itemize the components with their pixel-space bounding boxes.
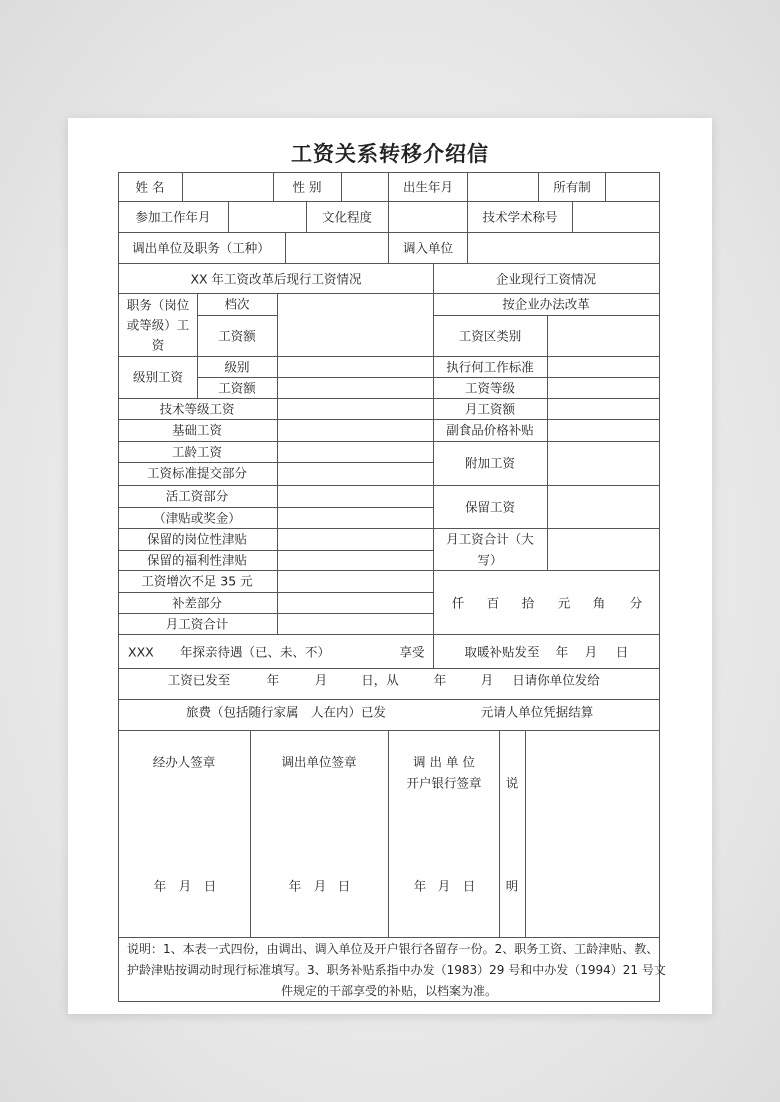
grid-line <box>118 263 660 264</box>
label-work-start: 参加工作年月 <box>135 209 211 225</box>
grid-line <box>118 550 433 551</box>
grid-line <box>182 172 183 201</box>
label-standard-raise: 工资标准提交部分 <box>146 465 248 481</box>
label-post-allowance: 保留的岗位性津贴 <box>146 531 248 547</box>
date-day-2: 日 <box>337 878 351 894</box>
unit-qian: 仟 <box>451 595 465 611</box>
label-standard-used: 执行何工作标准 <box>446 359 534 375</box>
label-level: 级别 <box>224 359 250 375</box>
grid-line <box>285 232 286 263</box>
grid-line <box>118 507 433 508</box>
grid-line <box>118 937 660 938</box>
grid-line <box>499 730 500 937</box>
label-live-wage: 活工资部分 <box>165 488 229 504</box>
label-reserved-wage: 保留工资 <box>464 499 516 515</box>
grid-line <box>525 730 526 937</box>
label-food-subsidy: 副食品价格补贴 <box>446 422 534 438</box>
sign-out-unit: 调出单位签章 <box>281 754 357 770</box>
grid-line <box>118 613 433 614</box>
heating-subsidy: 取暖补贴发至 <box>464 644 540 660</box>
heating-day: 日 <box>615 644 629 660</box>
unit-yuan: 元 <box>557 595 571 611</box>
travel-expense: 旅费（包括随行家属 人在内）已发 <box>185 704 387 720</box>
label-post-wage-3: 资 <box>151 337 165 353</box>
date-year-3: 年 <box>413 878 427 894</box>
grid-line <box>197 377 660 378</box>
sign-bank-1: 调 出 单 位 <box>413 754 475 770</box>
note-top-char: 说 <box>505 775 519 791</box>
label-birth: 出生年月 <box>402 179 454 195</box>
grid-line <box>273 172 274 201</box>
grid-line <box>547 315 548 570</box>
label-ownership: 所有制 <box>553 179 591 195</box>
label-grade: 档次 <box>224 296 250 312</box>
label-difference: 补差部分 <box>171 595 223 611</box>
date-day-1: 日 <box>203 878 217 894</box>
grid-line <box>250 730 251 937</box>
date-month-3: 月 <box>437 878 451 894</box>
label-monthly-total-upper-1: 月工资合计（大 <box>446 531 534 547</box>
label-tech-grade-wage: 技术等级工资 <box>159 401 235 417</box>
label-wage-grade: 工资等级 <box>464 380 516 396</box>
grid-line <box>118 485 660 486</box>
unit-jiao: 角 <box>592 595 606 611</box>
label-welfare-allowance: 保留的福利性津贴 <box>146 552 248 568</box>
date-year-2: 年 <box>288 878 302 894</box>
label-post-wage-1: 职务（岗位 <box>126 297 190 313</box>
paid-to: 工资已发至 <box>167 672 231 688</box>
grid-line <box>118 172 119 1002</box>
grid-line <box>467 172 468 201</box>
paid-request: 日请你单位发给 <box>512 672 600 688</box>
label-amount-2: 工资额 <box>218 380 256 396</box>
label-tech-title: 技术学术称号 <box>482 209 558 225</box>
grid-line <box>118 232 660 233</box>
grid-line <box>467 232 468 263</box>
grid-line <box>118 528 660 529</box>
grid-line <box>118 592 433 593</box>
paid-month: 月 <box>314 672 328 688</box>
grid-line <box>118 398 660 399</box>
travel-settle: 元请人单位凭据结算 <box>480 704 594 720</box>
paid-year-2: 年 <box>433 672 447 688</box>
date-month-2: 月 <box>313 878 327 894</box>
grid-line <box>118 356 660 357</box>
label-name: 姓 名 <box>135 179 165 195</box>
label-gender: 性 别 <box>292 179 322 195</box>
label-education: 文化程度 <box>321 209 373 225</box>
grid-line <box>341 172 342 201</box>
footnote-line-1: 说明：1、本表一式四份，由调出、调入单位及开户银行各留存一份。2、职务工资、工龄津贴、教、 <box>127 941 659 956</box>
footnote-line-3: 件规定的干部享受的补贴，以档案为准。 <box>280 983 498 998</box>
heating-month: 月 <box>584 644 598 660</box>
sign-bank-2: 开户银行签章 <box>406 775 482 791</box>
label-monthly-amount: 月工资额 <box>464 401 516 417</box>
paid-month-2: 月 <box>480 672 494 688</box>
visit-text: 年探亲待遇（已、未、不） <box>179 644 331 660</box>
unit-shi: 拾 <box>521 595 535 611</box>
grid-line <box>118 1001 660 1002</box>
grid-line <box>228 201 229 232</box>
label-transfer-out: 调出单位及职务（工种） <box>132 240 270 256</box>
label-allowance-bonus: （津贴或奖金） <box>153 510 241 526</box>
grid-line <box>118 172 660 173</box>
page-title: 工资关系转移介绍信 <box>291 142 489 166</box>
grid-line <box>197 315 277 316</box>
grid-line <box>118 668 660 669</box>
grid-line <box>118 201 660 202</box>
label-level-wage: 级别工资 <box>132 369 184 385</box>
grid-line <box>118 570 660 571</box>
grid-line <box>118 730 660 731</box>
paid-year: 年 <box>266 672 280 688</box>
date-day-3: 日 <box>462 878 476 894</box>
visit-xxx: XXX <box>128 644 154 660</box>
label-extra-wage: 附加工资 <box>464 455 516 471</box>
label-raise-shortfall: 工资增次不足 35 元 <box>141 573 253 589</box>
grid-line <box>118 462 433 463</box>
footnote-line-2: 护龄津贴按调动时现行标准填写。3、职务补贴系指中办发（1983）29 号和中办发（1994）21 号文 <box>127 962 666 977</box>
label-enterprise-method: 按企业办法改革 <box>502 296 590 312</box>
grid-line <box>605 172 606 201</box>
label-amount: 工资额 <box>218 328 256 344</box>
label-wage-zone: 工资区类别 <box>458 328 522 344</box>
grid-line <box>118 634 660 635</box>
label-monthly-total: 月工资合计 <box>165 616 229 632</box>
visit-enjoy: 享受 <box>399 644 425 660</box>
label-base-wage: 基础工资 <box>171 422 223 438</box>
date-year-1: 年 <box>153 878 167 894</box>
grid-line <box>118 293 660 294</box>
grid-line <box>388 232 389 263</box>
grid-line <box>277 293 278 634</box>
date-month-1: 月 <box>178 878 192 894</box>
grid-line <box>538 172 539 201</box>
grid-line <box>197 293 198 398</box>
label-seniority-wage: 工龄工资 <box>171 444 223 460</box>
section-left-title: XX 年工资改革后现行工资情况 <box>190 271 362 287</box>
grid-line <box>467 201 468 232</box>
note-bottom-char: 明 <box>505 878 519 894</box>
grid-line <box>388 201 389 232</box>
grid-line <box>572 201 573 232</box>
section-right-title: 企业现行工资情况 <box>495 271 597 287</box>
grid-line <box>306 201 307 232</box>
label-monthly-total-upper-2: 写） <box>477 552 503 568</box>
paid-day-from: 日，从 <box>361 672 399 688</box>
grid-line <box>388 172 389 201</box>
label-post-wage-2: 或等级）工 <box>126 317 190 333</box>
sign-handler: 经办人签章 <box>152 754 216 770</box>
unit-fen: 分 <box>629 595 643 611</box>
grid-line <box>388 730 389 937</box>
grid-line <box>118 441 660 442</box>
grid-line <box>659 172 660 1002</box>
grid-line <box>118 419 660 420</box>
unit-bai: 百 <box>486 595 500 611</box>
heating-year: 年 <box>555 644 569 660</box>
label-transfer-in: 调入单位 <box>402 240 454 256</box>
grid-line <box>118 699 660 700</box>
grid-line <box>433 263 434 668</box>
